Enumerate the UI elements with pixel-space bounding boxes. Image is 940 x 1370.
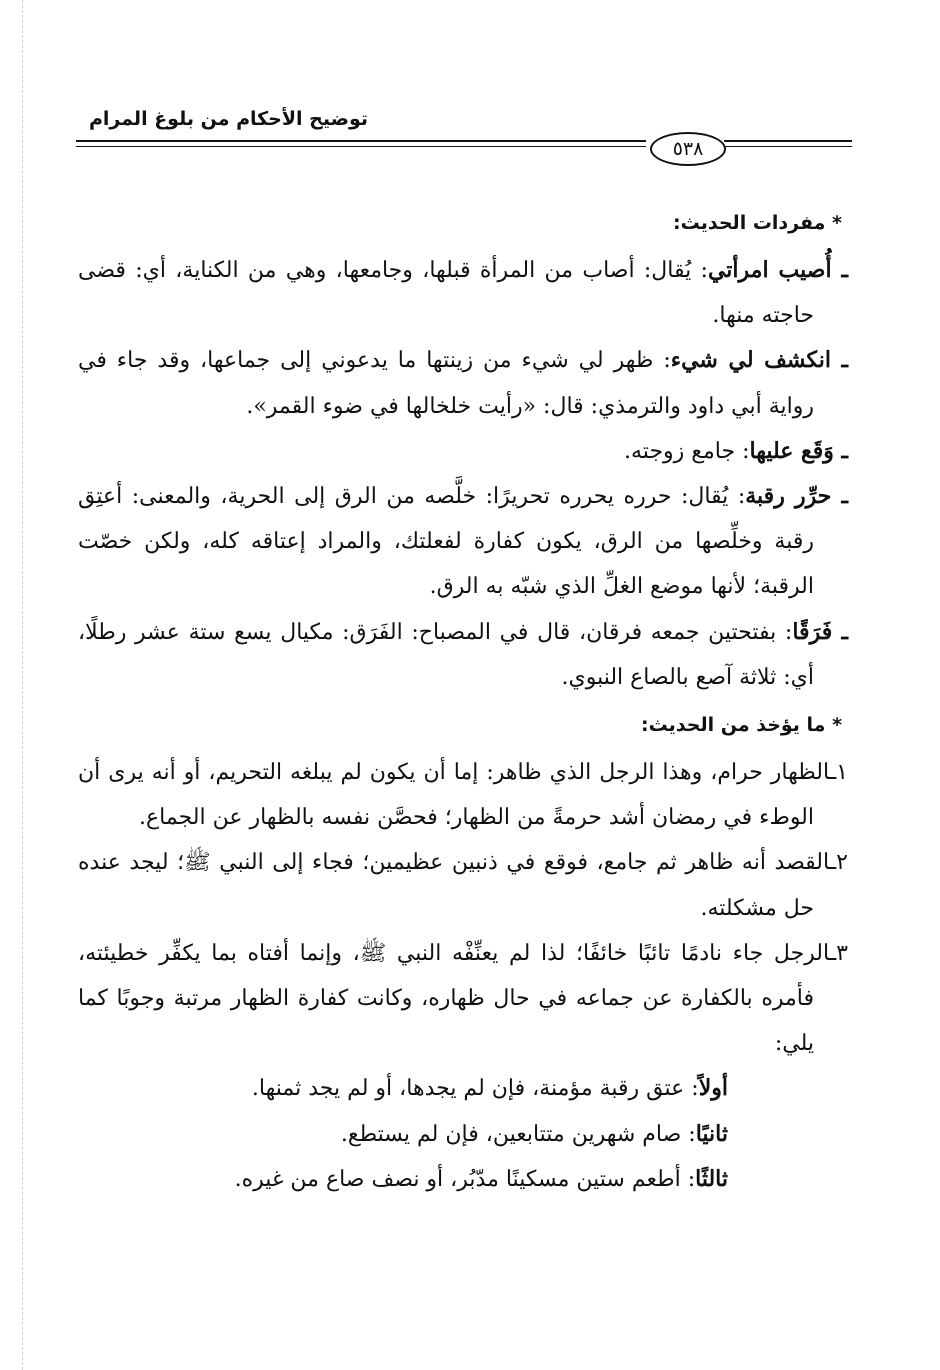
vocab-term: ـ انكشف لي شيء — [670, 347, 848, 374]
expiation-step-label: أولاً — [698, 1075, 728, 1102]
lesson-text: الظهار حرام، وهذا الرجل الذي ظاهر: إما أن يكون لم يبلغه التحريم، أو أنه يرى أن الوطء في رمضان أشد حرمةً من الظهار؛ فحصَّن نفسه بالظهار عن الجماع. — [78, 760, 830, 831]
vocab-entry — [78, 338, 848, 428]
vocab-definition: : ظهر لي شيء من زينتها ما يدعوني إلى جماعها، وقد جاء في رواية أبي داود والترمذي: قال: «رأيت خلخالها في ضوء القمر». — [78, 348, 814, 419]
lesson-number: ٢ـ — [829, 850, 848, 876]
section-heading-lessons: * ما يؤخذ من الحديث: — [640, 714, 842, 737]
expiation-step — [78, 1157, 728, 1202]
vocab-definition: : يُقال: حرره يحرره تحريرًا: خلَّصه من الرق إلى الحرية، والمعنى: أعتِق رقبة وخلِّصها من الرق، يكون كفارة لفعلتك، والمراد إعتاقه كله، ولكن خصّت الرقبة؛ لأنها موضع الغلِّ الذي شبّه به الرق. — [78, 484, 814, 600]
lesson-item — [78, 840, 848, 930]
lesson-text: القصد أنه ظاهر ثم جامع، فوقع في ذنبين عظيمين؛ فجاء إلى النبي ﷺ؛ ليجد عنده حل مشكلته. — [78, 850, 830, 921]
expiation-step — [78, 1066, 728, 1111]
vocab-entry — [78, 248, 848, 338]
header-rule-right-top — [724, 140, 852, 142]
page-body — [78, 198, 848, 1202]
vocab-definition: : بفتحتين جمعه فرقان، قال في المصباح: الفَرَق: مكيال يسع ستة عشر رطلًا، أي: ثلاثة آصع بالصاع النبوي. — [78, 619, 814, 690]
expiation-step-label: ثانيًا — [695, 1120, 728, 1147]
vocab-definition: : يُقال: أصاب من المرأة قبلها، وجامعها، وهي من الكناية، أي: قضى حاجته منها. — [78, 258, 814, 329]
lesson-number: ١ـ — [829, 760, 848, 786]
header-rule-right-bottom — [724, 146, 852, 147]
expiation-step-label: ثالثًا — [695, 1165, 728, 1192]
header-rule-left-bottom — [76, 146, 646, 147]
book-title: توضيح الأحكام من بلوغ المرام — [88, 108, 368, 130]
vocab-term: ـ أُصيب امرأتي — [707, 257, 849, 283]
lesson-number: ٣ـ — [829, 940, 848, 966]
lesson-item — [78, 931, 848, 1067]
header-rule-left-top — [76, 140, 646, 142]
expiation-step — [78, 1112, 728, 1157]
lesson-item — [78, 750, 848, 840]
expiation-step-text: : عتق رقبة مؤمنة، فإن لم يجدها، أو لم يجد ثمنها. — [251, 1076, 699, 1102]
lesson-text: الرجل جاء نادمًا تائبًا خائفًا؛ لذا لم يعنِّفْه النبي ﷺ، وإنما أفتاه بما يكفِّر خطيئته، فأمره بالكفارة عن جماعه في حال ظهاره، وكانت كفارة الظهار مرتبة وجوبًا كما يلي: — [78, 940, 830, 1057]
vocab-term: ـ وَقَع عليها — [749, 437, 848, 464]
vocab-entry — [78, 610, 848, 700]
scan-gutter-line — [22, 0, 23, 1370]
page-number: ٥٣٨ — [650, 132, 726, 166]
vocab-definition: : جامع زوجته. — [624, 438, 750, 464]
vocab-entry — [78, 474, 848, 610]
vocab-term: ـ حرِّر رقبة — [745, 483, 849, 510]
vocab-entry — [78, 429, 848, 474]
section-heading-vocabulary: * مفردات الحديث: — [673, 212, 842, 234]
expiation-step-text: : أطعم ستين مسكينًا مدّبُر، أو نصف صاع من غيره. — [234, 1166, 696, 1192]
vocab-term: ـ فَرَقًا — [792, 618, 848, 645]
expiation-step-text: : صام شهرين متتابعين، فإن لم يستطع. — [340, 1121, 696, 1147]
expiation-order-list — [78, 1066, 848, 1202]
